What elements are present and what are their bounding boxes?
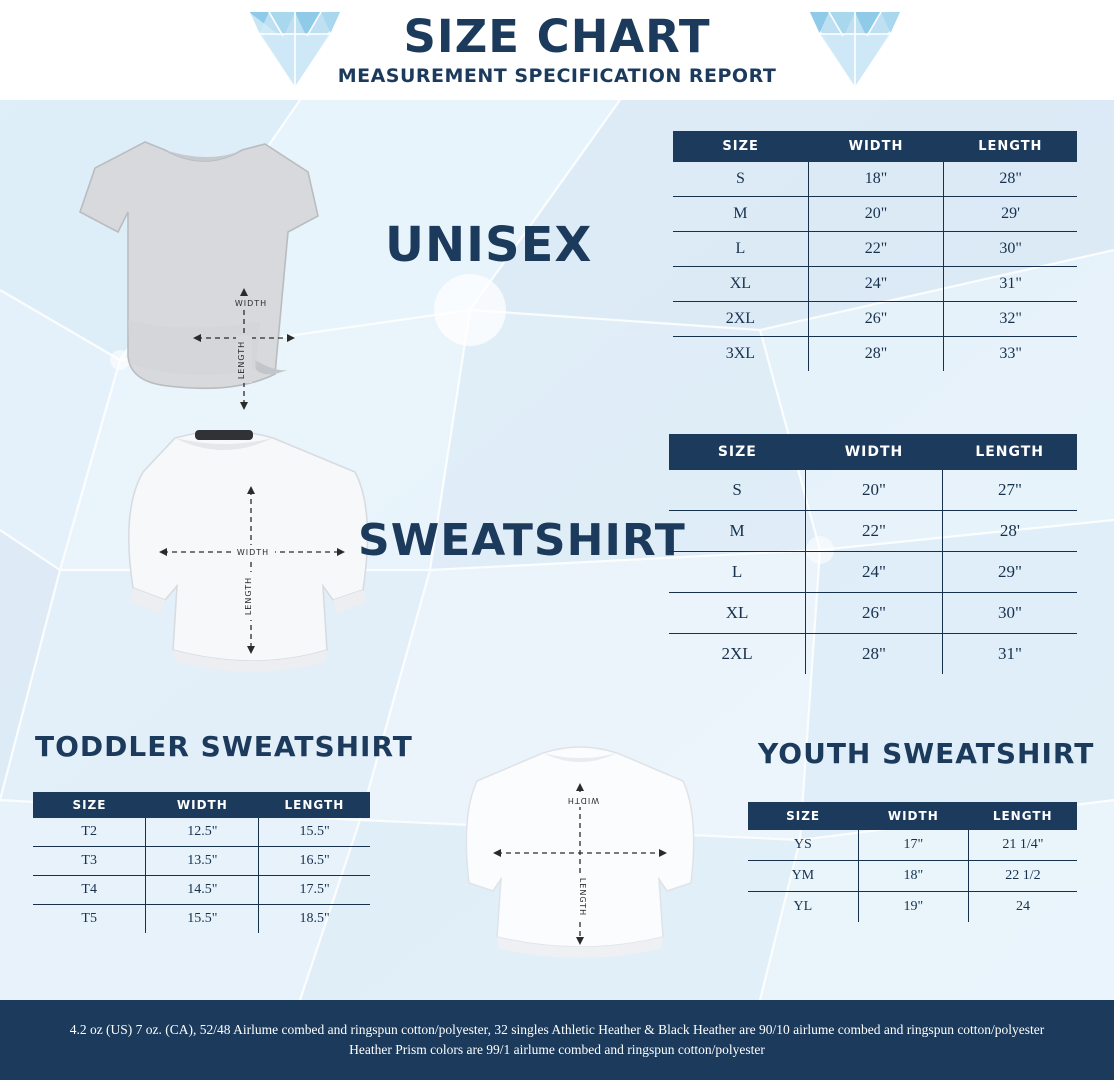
cell-length: 32" <box>944 302 1077 337</box>
table-row <box>673 232 1077 267</box>
cell-length: 22 1/2 <box>968 861 1077 892</box>
cell-width: 20" <box>806 470 943 511</box>
cell-length: 15.5" <box>259 818 370 847</box>
column-header-size: SIZE <box>748 802 858 830</box>
table-row <box>673 302 1077 337</box>
cell-size: T5 <box>33 905 146 934</box>
content-area <box>0 100 1114 1000</box>
table-row <box>669 511 1077 552</box>
cell-length: 28" <box>944 162 1077 197</box>
column-header-length: LENGTH <box>942 434 1077 470</box>
table-row <box>673 162 1077 197</box>
cell-size: YS <box>748 830 858 861</box>
table-header-row <box>748 802 1077 830</box>
cell-length: 30" <box>942 593 1077 634</box>
table-row <box>673 267 1077 302</box>
cell-width: 17" <box>858 830 968 861</box>
cell-size: T4 <box>33 876 146 905</box>
section-title-sweatshirt: SWEATSHIRT <box>358 515 686 566</box>
sweatshirt-length-label: LENGTH <box>244 576 253 616</box>
cell-size: S <box>673 162 808 197</box>
cell-length: 33" <box>999 345 1022 362</box>
cell-width: 18" <box>858 861 968 892</box>
tee-width-label: WIDTH <box>234 299 268 308</box>
header <box>0 0 1114 100</box>
cell-width: 28" <box>808 337 943 372</box>
cell-length: 31" <box>944 267 1077 302</box>
cell-width: 13.5" <box>146 847 259 876</box>
table-row <box>33 818 370 847</box>
cell-length: 24 <box>1015 899 1030 914</box>
cell-width: 20" <box>808 197 943 232</box>
cell-length: 29" <box>942 552 1077 593</box>
footer <box>0 1000 1114 1080</box>
cell-length: 28' <box>942 511 1077 552</box>
cell-width: 18" <box>808 162 943 197</box>
column-header-width: WIDTH <box>808 131 943 162</box>
toddler-size-table <box>33 792 370 933</box>
cell-length: 31" <box>997 644 1022 663</box>
page-title: SIZE CHART <box>403 9 711 63</box>
column-header-length: LENGTH <box>968 802 1077 830</box>
unisex-size-table <box>673 131 1077 371</box>
cell-width: 12.5" <box>146 818 259 847</box>
cell-size: M <box>673 197 808 232</box>
cell-width: 26" <box>806 593 943 634</box>
section-title-youth: YOUTH SWEATSHIRT <box>758 737 1095 770</box>
table-row <box>669 470 1077 511</box>
cell-size: 3XL <box>673 337 808 372</box>
cell-size: 2XL <box>673 302 808 337</box>
page-subtitle: MEASUREMENT SPECIFICATION REPORT <box>337 64 777 87</box>
column-header-width: WIDTH <box>806 434 943 470</box>
unisex-tshirt-illustration <box>60 120 380 420</box>
table-row <box>669 552 1077 593</box>
sweatshirt-width-label: WIDTH <box>236 548 270 557</box>
tee-length-label: LENGTH <box>237 340 246 380</box>
cell-width: 22" <box>806 511 943 552</box>
cell-size: YM <box>748 861 858 892</box>
column-header-width: WIDTH <box>858 802 968 830</box>
cell-length: 18.5" <box>299 911 330 926</box>
footer-fabric-details: 4.2 oz (US) 7 oz. (CA), 52/48 Airlume combed and ringspun cotton/polyester, 32 singles Athletic Heather & Black Heather are 90/10 airlume combed and ringspun cotton/polyester Heather Prism colors are 99/1 airlume combed and ringspun cotton/polyester <box>69 1021 1045 1057</box>
table-row <box>669 634 1077 675</box>
table-row <box>33 905 370 934</box>
toddler-sweatshirt-illustration <box>435 725 725 985</box>
diamond-icon <box>795 8 915 92</box>
cell-width: 19" <box>858 892 968 923</box>
table-header-row <box>33 792 370 818</box>
cell-size: XL <box>673 267 808 302</box>
cell-size: T3 <box>33 847 146 876</box>
column-header-size: SIZE <box>33 792 146 818</box>
cell-length: 17.5" <box>259 876 370 905</box>
toddler-width-label: WIDTH <box>566 796 600 805</box>
table-header-row <box>669 434 1077 470</box>
diamond-icon <box>235 8 355 92</box>
table-row <box>748 861 1077 892</box>
youth-size-table <box>748 802 1077 922</box>
cell-width: 15.5" <box>146 905 259 934</box>
section-title-toddler: TODDLER SWEATSHIRT <box>35 730 413 763</box>
sweatshirt-illustration <box>55 400 395 700</box>
column-header-length: LENGTH <box>259 792 370 818</box>
table-row <box>673 337 1077 372</box>
table-row <box>33 847 370 876</box>
cell-width: 24" <box>808 267 943 302</box>
cell-size: L <box>673 232 808 267</box>
cell-size: L <box>669 552 806 593</box>
cell-size: YL <box>748 892 858 923</box>
cell-length: 30" <box>944 232 1077 267</box>
cell-length: 16.5" <box>259 847 370 876</box>
cell-width: 24" <box>806 552 943 593</box>
table-header-row <box>673 131 1077 162</box>
cell-width: 22" <box>808 232 943 267</box>
table-row <box>748 830 1077 861</box>
cell-size: 2XL <box>669 634 806 675</box>
cell-width: 14.5" <box>146 876 259 905</box>
column-header-size: SIZE <box>673 131 808 162</box>
column-header-length: LENGTH <box>944 131 1077 162</box>
column-header-width: WIDTH <box>146 792 259 818</box>
section-title-unisex: UNISEX <box>385 217 593 273</box>
cell-width: 28" <box>806 634 943 675</box>
cell-size: XL <box>669 593 806 634</box>
cell-size: T2 <box>33 818 146 847</box>
cell-length: 27" <box>942 470 1077 511</box>
title-block <box>308 9 807 87</box>
table-row <box>748 892 1077 923</box>
cell-width: 26" <box>808 302 943 337</box>
cell-length: 29' <box>944 197 1077 232</box>
cell-size: M <box>669 511 806 552</box>
table-row <box>33 876 370 905</box>
toddler-length-label: LENGTH <box>578 877 587 917</box>
sweatshirt-size-table <box>669 434 1077 674</box>
table-row <box>669 593 1077 634</box>
cell-length: 21 1/4" <box>968 830 1077 861</box>
cell-size: S <box>669 470 806 511</box>
column-header-size: SIZE <box>669 434 806 470</box>
table-row <box>673 197 1077 232</box>
